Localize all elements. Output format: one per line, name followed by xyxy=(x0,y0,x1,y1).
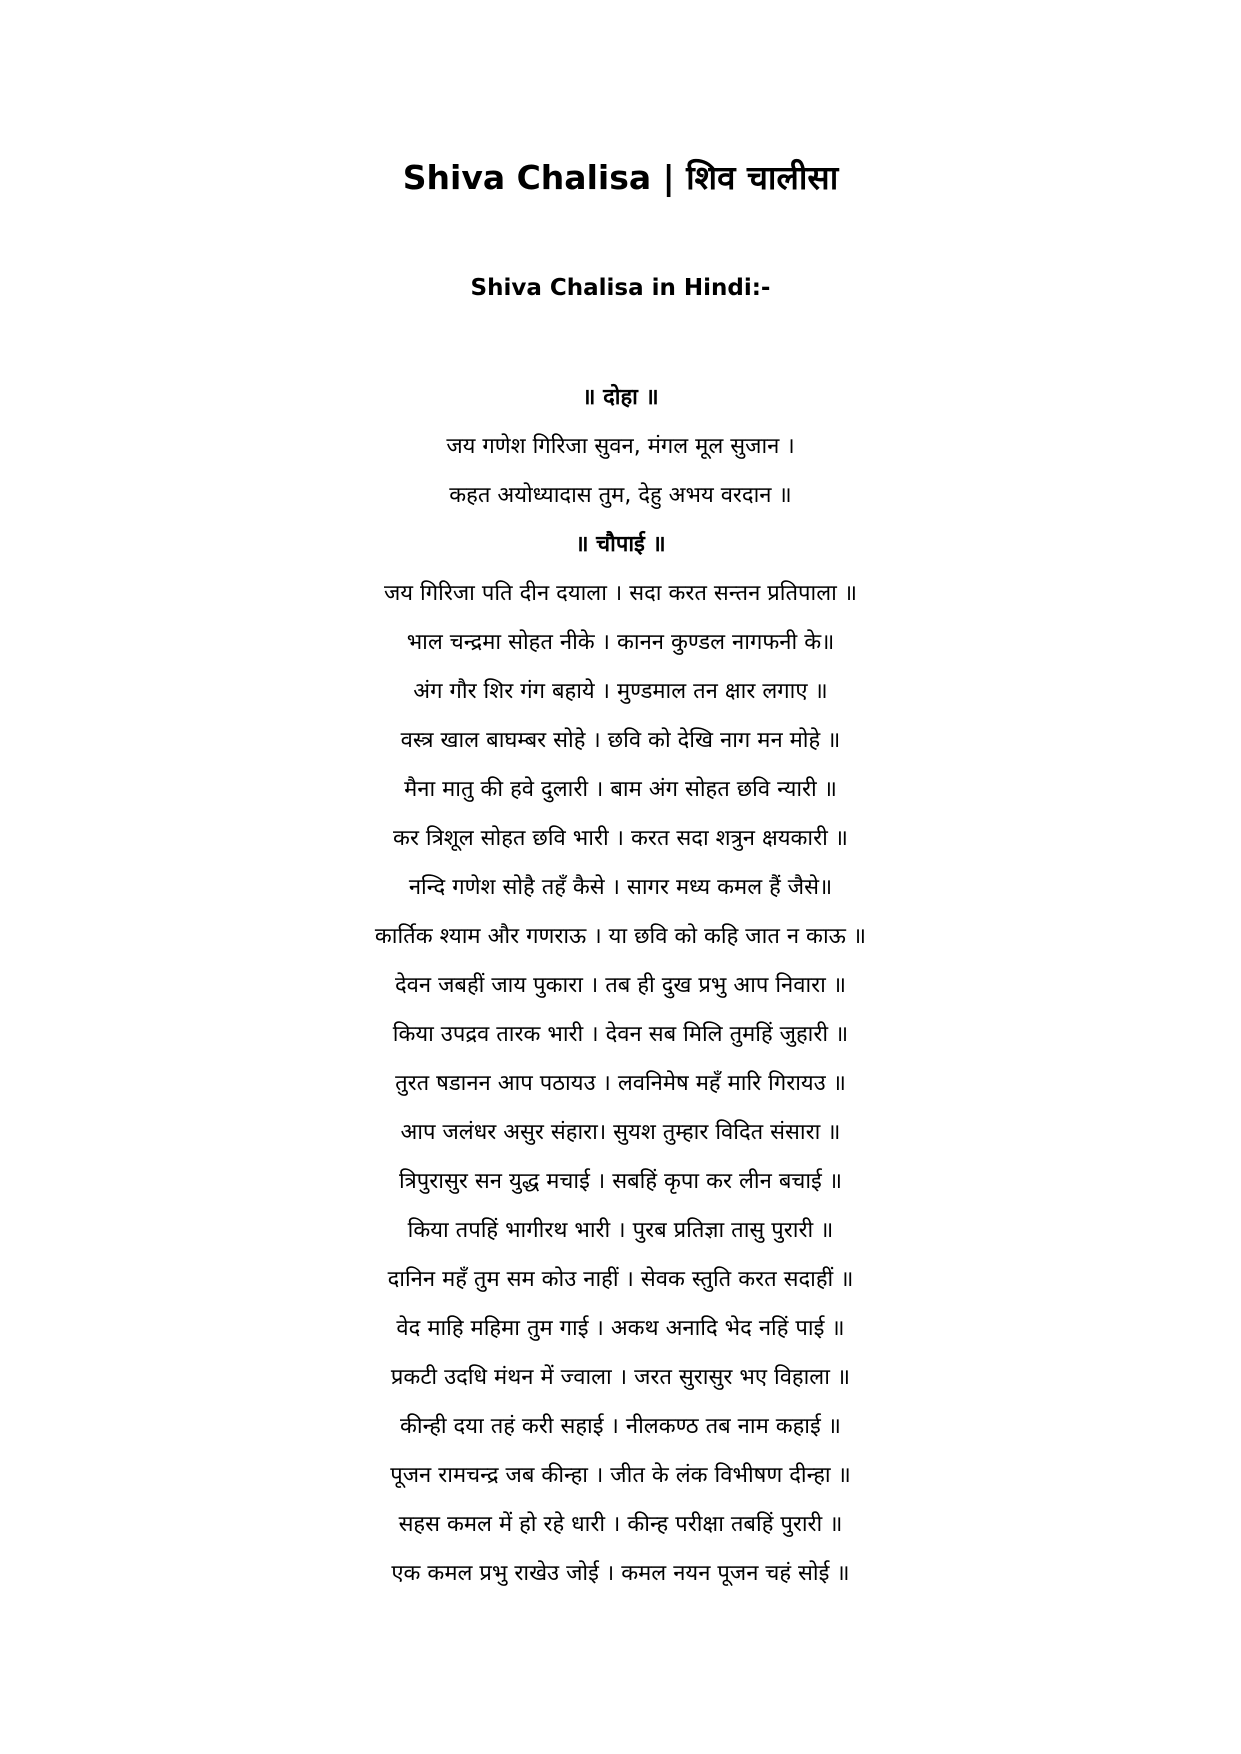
chaupai-line-16: वेद माहि महिमा तुम गाई । अकथ अनादि भेद नहिं पाई ॥ xyxy=(396,1316,845,1341)
chaupai-line-18: कीन्ही दया तहं करी सहाई । नीलकण्ठ तब नाम कहाई ॥ xyxy=(400,1414,841,1439)
chaupai-line-14: किया तपहिं भागीरथ भारी । पुरब प्रतिज्ञा तासु पुरारी ॥ xyxy=(407,1218,834,1243)
chaupai-line-8: कार्तिक श्याम और गणराऊ । या छवि को कहि जात न काऊ ॥ xyxy=(374,924,867,949)
chaupai-line-7: नन्दि गणेश सोहै तहँ कैसे । सागर मध्य कमल हैं जैसे॥ xyxy=(408,875,833,900)
chaupai-line-15: दानिन महँ तुम सम कोउ नाहीं । सेवक स्तुति करत सदाहीं ॥ xyxy=(387,1267,854,1292)
verse-list xyxy=(0,373,1241,1598)
chaupai-line-5: मैना मातु की हवे दुलारी । बाम अंग सोहत छवि न्यारी ॥ xyxy=(404,777,837,802)
chaupai-line-11: तुरत षडानन आप पठायउ । लवनिमेष महँ मारि गिरायउ ॥ xyxy=(395,1071,846,1096)
page-title: Shiva Chalisa | शिव चालीसा xyxy=(402,158,839,197)
chaupai-line-2: भाल चन्द्रमा सोहत नीके । कानन कुण्डल नागफनी के॥ xyxy=(406,630,835,655)
chaupai-line-1: जय गिरिजा पति दीन दयाला । सदा करत सन्तन प्रतिपाला ॥ xyxy=(383,581,858,606)
chaupai-line-3: अंग गौर शिर गंग बहाये । मुण्डमाल तन क्षार लगाए ॥ xyxy=(413,679,828,704)
chaupai-line-6: कर त्रिशूल सोहत छवि भारी । करत सदा शत्रुन क्षयकारी ॥ xyxy=(393,826,848,851)
chaupai-line-20: सहस कमल में हो रहे धारी । कीन्ह परीक्षा तबहिं पुरारी ॥ xyxy=(398,1512,843,1537)
chaupai-line-19: पूजन रामचन्द्र जब कीन्हा । जीत के लंक विभीषण दीन्हा ॥ xyxy=(390,1463,851,1488)
chaupai-line-21: एक कमल प्रभु राखेउ जोई । कमल नयन पूजन चहं सोई ॥ xyxy=(391,1561,850,1586)
page-subtitle: Shiva Chalisa in Hindi:- xyxy=(470,275,771,301)
doha-line-2: कहत अयोध्यादास तुम, देहु अभय वरदान ॥ xyxy=(449,483,792,508)
chaupai-line-17: प्रकटी उदधि मंथन में ज्वाला । जरत सुरासुर भए विहाला ॥ xyxy=(390,1365,851,1390)
chaupai-line-12: आप जलंधर असुर संहारा। सुयश तुम्हार विदित संसारा ॥ xyxy=(400,1120,841,1145)
chaupai-line-10: किया उपद्रव तारक भारी । देवन सब मिलि तुमहिं जुहारी ॥ xyxy=(392,1022,849,1047)
chaupai-heading: ॥ चौपाई ॥ xyxy=(575,532,666,557)
doha-heading: ॥ दोहा ॥ xyxy=(582,385,659,410)
chaupai-line-4: वस्त्र खाल बाघम्बर सोहे । छवि को देखि नाग मन मोहे ॥ xyxy=(400,728,841,753)
chaupai-line-9: देवन जबहीं जाय पुकारा । तब ही दुख प्रभु आप निवारा ॥ xyxy=(394,973,847,998)
chaupai-line-13: त्रिपुरासुर सन युद्ध मचाई । सबहिं कृपा कर लीन बचाई ॥ xyxy=(398,1169,843,1194)
doha-line-1: जय गणेश गिरिजा सुवन, मंगल मूल सुजान । xyxy=(446,434,795,459)
